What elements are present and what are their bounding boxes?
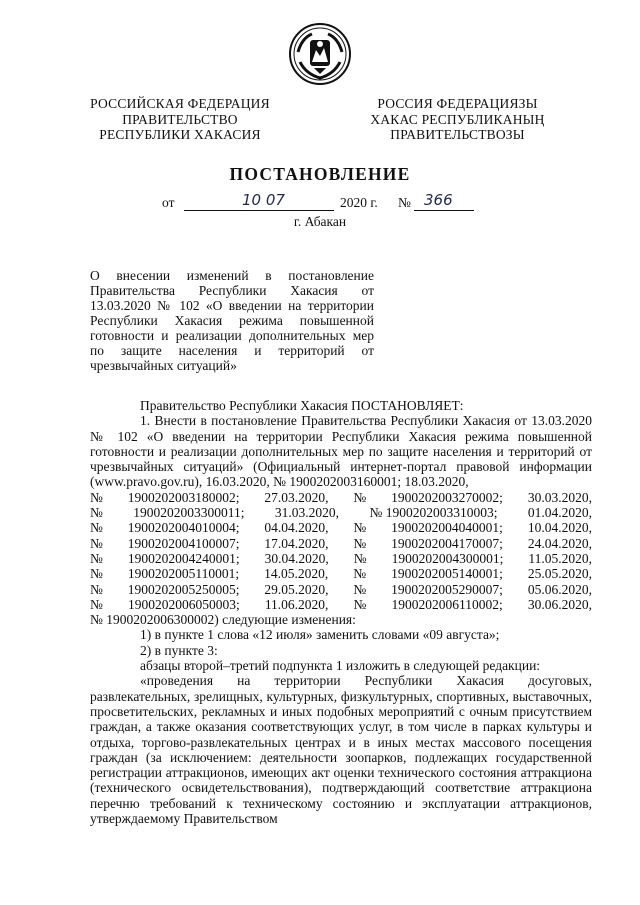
date-row-cell: 1900202003180002;: [127, 489, 240, 505]
date-underline: [184, 210, 334, 211]
item-1-end: № 1900202006300002) следующие изменения:: [90, 612, 356, 628]
handwritten-date: 10 07: [242, 191, 285, 209]
date-row-cell: 1900202005110001;: [127, 566, 240, 582]
date-row-cell: №: [353, 550, 367, 566]
date-row-cell: 1900202006110002;: [391, 596, 503, 612]
header-right: [355, 96, 560, 143]
date-row-cell: 30.03.2020,: [527, 489, 592, 505]
item-1: 1. Внести в постановление Правительства Республики Хакасия от 13.03.2020 № 102 «О введении на территории Республики Хакасия режима повышенной готовности и реализации дополнительных мер по защите населения и территорий от чрезвычайных ситуаций» (Официальный интернет-портал правовой информации (www.pravo.gov.ru), 16.03.2020, № 1900202003160001; 18.03.2020,: [90, 413, 592, 490]
date-row-cell: 1900202004300001;: [391, 550, 504, 566]
paragraph-intro: абзацы второй–третий подпункта 1 изложить в следующей редакции:: [140, 658, 541, 674]
date-row-cell: 24.04.2020,: [527, 535, 592, 551]
date-row-cell: №: [90, 520, 103, 536]
date-row-cell: 1900202006050003;: [127, 596, 240, 612]
date-row-cell: №: [90, 535, 103, 551]
date-row-cell: 31.03.2020,: [274, 505, 340, 521]
date-row-cell: 29.05.2020,: [264, 581, 329, 597]
date-number-line: [162, 191, 482, 215]
date-row-cell: №: [353, 520, 367, 536]
date-row-cell: №: [353, 566, 367, 582]
date-row-cell: №: [90, 505, 103, 521]
city: г. Абакан: [293, 214, 347, 229]
date-row-cell: 1900202005290007;: [391, 581, 503, 597]
date-row-cell: 25.05.2020,: [527, 566, 592, 582]
date-row: [90, 597, 592, 612]
number-underline: [414, 210, 474, 211]
date-row-cell: №: [90, 596, 103, 612]
date-row: [90, 566, 592, 581]
header-right-line: ХАКАС РЕСПУБЛИКАНЫҢ: [370, 111, 545, 127]
date-row-cell: 30.06.2020,: [527, 596, 592, 612]
document-subject: О внесении изменений в постановление Правительства Республики Хакасия от 13.03.2020 № 102 «О введении на территории Республики Хакасия режима повышенной готовности и реализации дополнительных мер по защите населения и территорий от чрезвычайных ситуаций»: [90, 268, 374, 373]
date-prefix: от: [162, 195, 175, 210]
date-row: [90, 582, 592, 597]
date-row: [90, 490, 592, 505]
handwritten-number: 366: [424, 191, 453, 209]
publication-dates: [90, 490, 592, 612]
date-row-cell: 27.03.2020,: [264, 489, 329, 505]
date-row-cell: №: [90, 489, 103, 505]
date-row-cell: №: [90, 566, 103, 582]
date-row-cell: №: [90, 581, 103, 597]
quoted-text: «проведения на территории Республики Хакасия досуговых, развлекательных, зрелищных, культурных, физкультурных, спортивных, выставочных, просветительских, рекламных и иных подобных мероприятий с очным присутствием граждан, а также оказания соответствующих услуг, в том числе в парках культуры и отдыха, торгово-развлекательных центрах и в иных местах массового посещения граждан (за исключением: деятельности зоопарков, подлежащих государственной регистрации аттракционов, имеющих акт оценки технического состояния аттракциона (технического освидетельствования), подтверждающий соответствие аттракциона перечню требований к техническому состоянию и эксплуатации аттракционов, утверждаемому Правительством: [90, 673, 592, 827]
document-title: ПОСТАНОВЛЕНИЕ: [229, 164, 411, 184]
header-left: [80, 96, 280, 143]
subitem-1: 1) в пункте 1 слова «12 июля» заменить словами «09 августа»;: [140, 627, 500, 643]
date-row-cell: 1900202003300011;: [133, 505, 245, 521]
date-row-cell: 1900202005140001;: [391, 566, 503, 582]
date-row-cell: №: [353, 535, 367, 551]
subitem-2: 2) в пункте 3:: [140, 642, 218, 658]
date-row-cell: 14.05.2020,: [264, 566, 329, 582]
date-row-cell: №: [353, 581, 367, 597]
date-row-cell: 04.04.2020,: [264, 520, 329, 536]
date-row-cell: 11.06.2020,: [264, 596, 329, 612]
date-row-cell: №: [353, 596, 367, 612]
date-row-cell: 1900202004010004;: [127, 520, 240, 536]
date-row-cell: 1900202004240001;: [127, 550, 240, 566]
date-row-cell: 1900202005250005;: [127, 581, 240, 597]
date-row-cell: 17.04.2020,: [264, 535, 329, 551]
header-left-line: РОССИЙСКАЯ ФЕДЕРАЦИЯ: [90, 96, 270, 111]
date-row: [90, 536, 592, 551]
preamble: Правительство Республики Хакасия ПОСТАНОВЛЯЕТ:: [140, 398, 464, 413]
date-row: [90, 505, 592, 520]
header-left-line: ПРАВИТЕЛЬСТВО: [122, 111, 238, 127]
date-row-cell: 1900202004170007;: [391, 535, 503, 551]
header-left-line: РЕСПУБЛИКИ ХАКАСИЯ: [99, 127, 261, 142]
date-row-cell: 1900202003270002;: [391, 489, 503, 505]
coat-of-arms-icon: [288, 22, 352, 86]
date-row-cell: 1900202004040001;: [391, 520, 503, 536]
header-right-line: ПРАВИТЕЛЬСТВОЗЫ: [390, 127, 525, 142]
header-right-line: РОССИЯ ФЕДЕРАЦИЯЗЫ: [377, 96, 538, 111]
date-row-cell: № 1900202003310003;: [369, 505, 498, 521]
number-sign: №: [398, 195, 411, 210]
date-row-cell: 01.04.2020,: [527, 505, 592, 521]
date-row: [90, 551, 592, 566]
date-row-cell: 1900202004100007;: [127, 535, 240, 551]
date-row-cell: 05.06.2020,: [527, 581, 592, 597]
date-row: [90, 520, 592, 535]
date-row-cell: 10.04.2020,: [527, 520, 592, 536]
date-row-cell: 11.05.2020,: [528, 550, 592, 566]
date-year: 2020 г.: [340, 195, 378, 210]
document-body: [90, 398, 592, 826]
date-row-cell: 30.04.2020,: [264, 550, 329, 566]
date-row-cell: №: [90, 550, 103, 566]
date-row-cell: №: [353, 489, 367, 505]
